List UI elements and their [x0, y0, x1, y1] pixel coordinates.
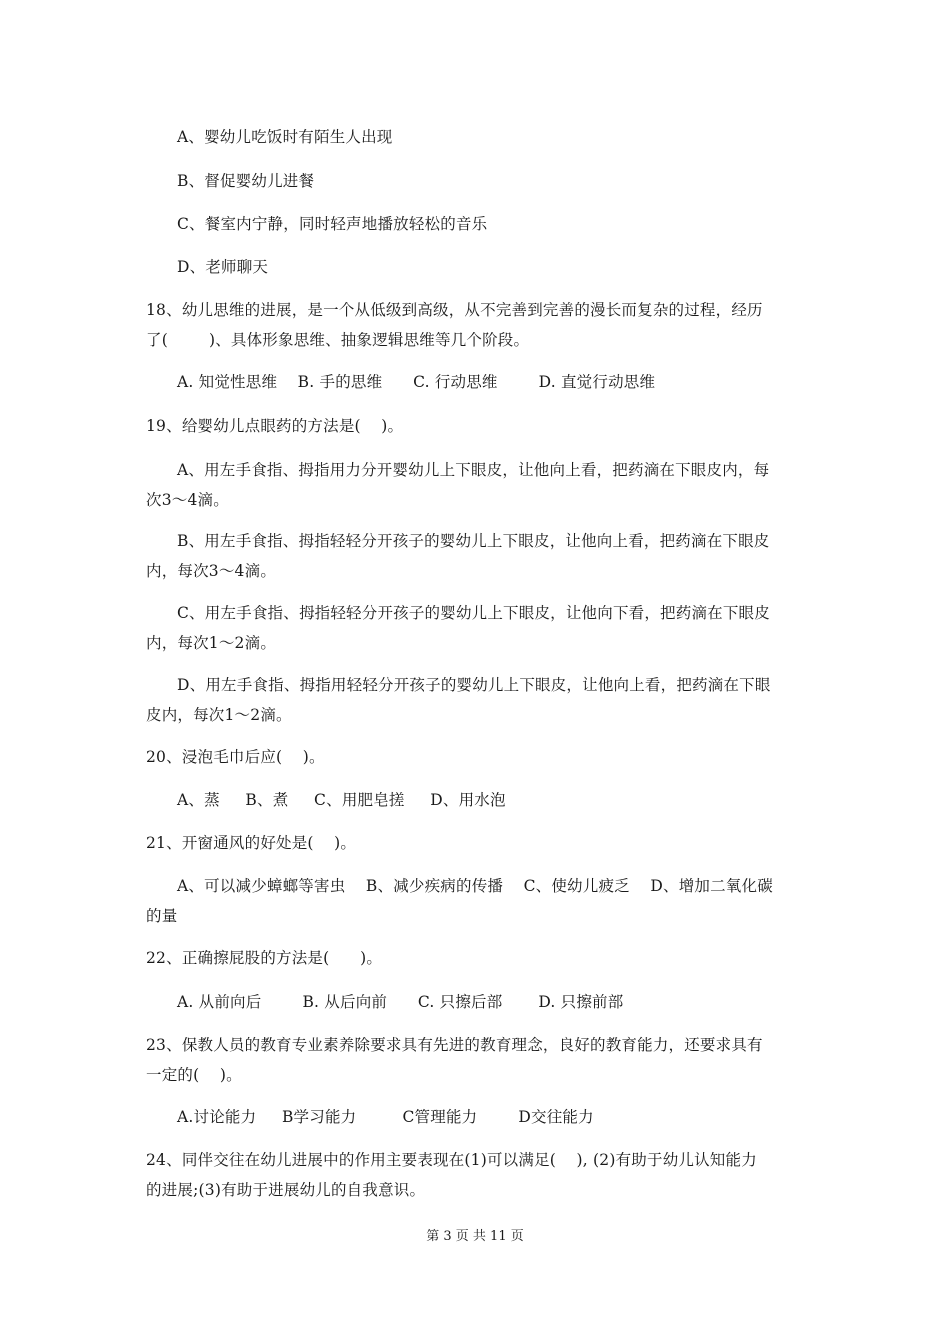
q17-option-a: A、婴幼儿吃饭时有陌生人出现 [177, 128, 393, 146]
q20-options: A、蒸 B、煮 C、用肥皂搓 D、用水泡 [177, 791, 506, 809]
q18-stem-line2: 了( )、具体形象思维、抽象逻辑思维等几个阶段。 [146, 331, 530, 349]
q21-options-line1: A、可以减少蟑螂等害虫 B、减少疾病的传播 C、使幼儿疲乏 D、增加二氧化碳 [177, 877, 773, 895]
q19-option-b-line1: B、用左手食指、拇指轻轻分开孩子的婴幼儿上下眼皮，让他向上看，把药滴在下眼皮 [177, 532, 770, 550]
q23-stem-line1: 23、保教人员的教育专业素养除要求具有先进的教育理念，良好的教育能力，还要求具有 [146, 1036, 763, 1054]
q21-stem: 21、开窗通风的好处是( )。 [146, 834, 357, 852]
q23-stem-line2: 一定的( )。 [146, 1066, 242, 1084]
q19-option-d-line1: D、用左手食指、拇指用轻轻分开孩子的婴幼儿上下眼皮，让他向上看，把药滴在下眼 [177, 676, 771, 694]
q19-stem: 19、给婴幼儿点眼药的方法是( )。 [146, 417, 404, 435]
q19-option-a-line1: A、用左手食指、拇指用力分开婴幼儿上下眼皮，让他向上看，把药滴在下眼皮内，每 [177, 461, 770, 479]
q21-options-line2: 的量 [146, 907, 178, 925]
q24-stem-line2: 的进展;(3)有助于进展幼儿的自我意识。 [146, 1181, 426, 1199]
q18-options: A. 知觉性思维 B. 手的思维 C. 行动思维 D. 直觉行动思维 [177, 373, 656, 391]
q19-option-b-line2: 内，每次3～4滴。 [146, 562, 277, 580]
q19-option-a-line2: 次3～4滴。 [146, 491, 229, 509]
q19-option-d-line2: 皮内，每次1～2滴。 [146, 706, 292, 724]
q17-option-b: B、督促婴幼儿进餐 [177, 172, 315, 190]
page-footer: 第 3 页 共 11 页 [426, 1229, 524, 1244]
q24-stem-line1: 24、同伴交往在幼儿进展中的作用主要表现在(1)可以满足( ), (2)有助于幼儿认知能力 [146, 1151, 757, 1169]
q17-option-d: D、老师聊天 [177, 258, 269, 276]
q23-options: A.讨论能力 B学习能力 C管理能力 D交往能力 [177, 1108, 594, 1126]
q18-stem-line1: 18、幼儿思维的进展，是一个从低级到高级，从不完善到完善的漫长而复杂的过程，经历 [146, 301, 763, 319]
q17-option-c: C、餐室内宁静，同时轻声地播放轻松的音乐 [177, 215, 488, 233]
q22-options: A. 从前向后 B. 从后向前 C. 只擦后部 D. 只擦前部 [177, 993, 624, 1011]
q20-stem: 20、浸泡毛巾后应( )。 [146, 748, 325, 766]
q19-option-c-line2: 内，每次1～2滴。 [146, 634, 277, 652]
q19-option-c-line1: C、用左手食指、拇指轻轻分开孩子的婴幼儿上下眼皮，让他向下看，把药滴在下眼皮 [177, 604, 770, 622]
q22-stem: 22、正确擦屁股的方法是( )。 [146, 949, 383, 967]
